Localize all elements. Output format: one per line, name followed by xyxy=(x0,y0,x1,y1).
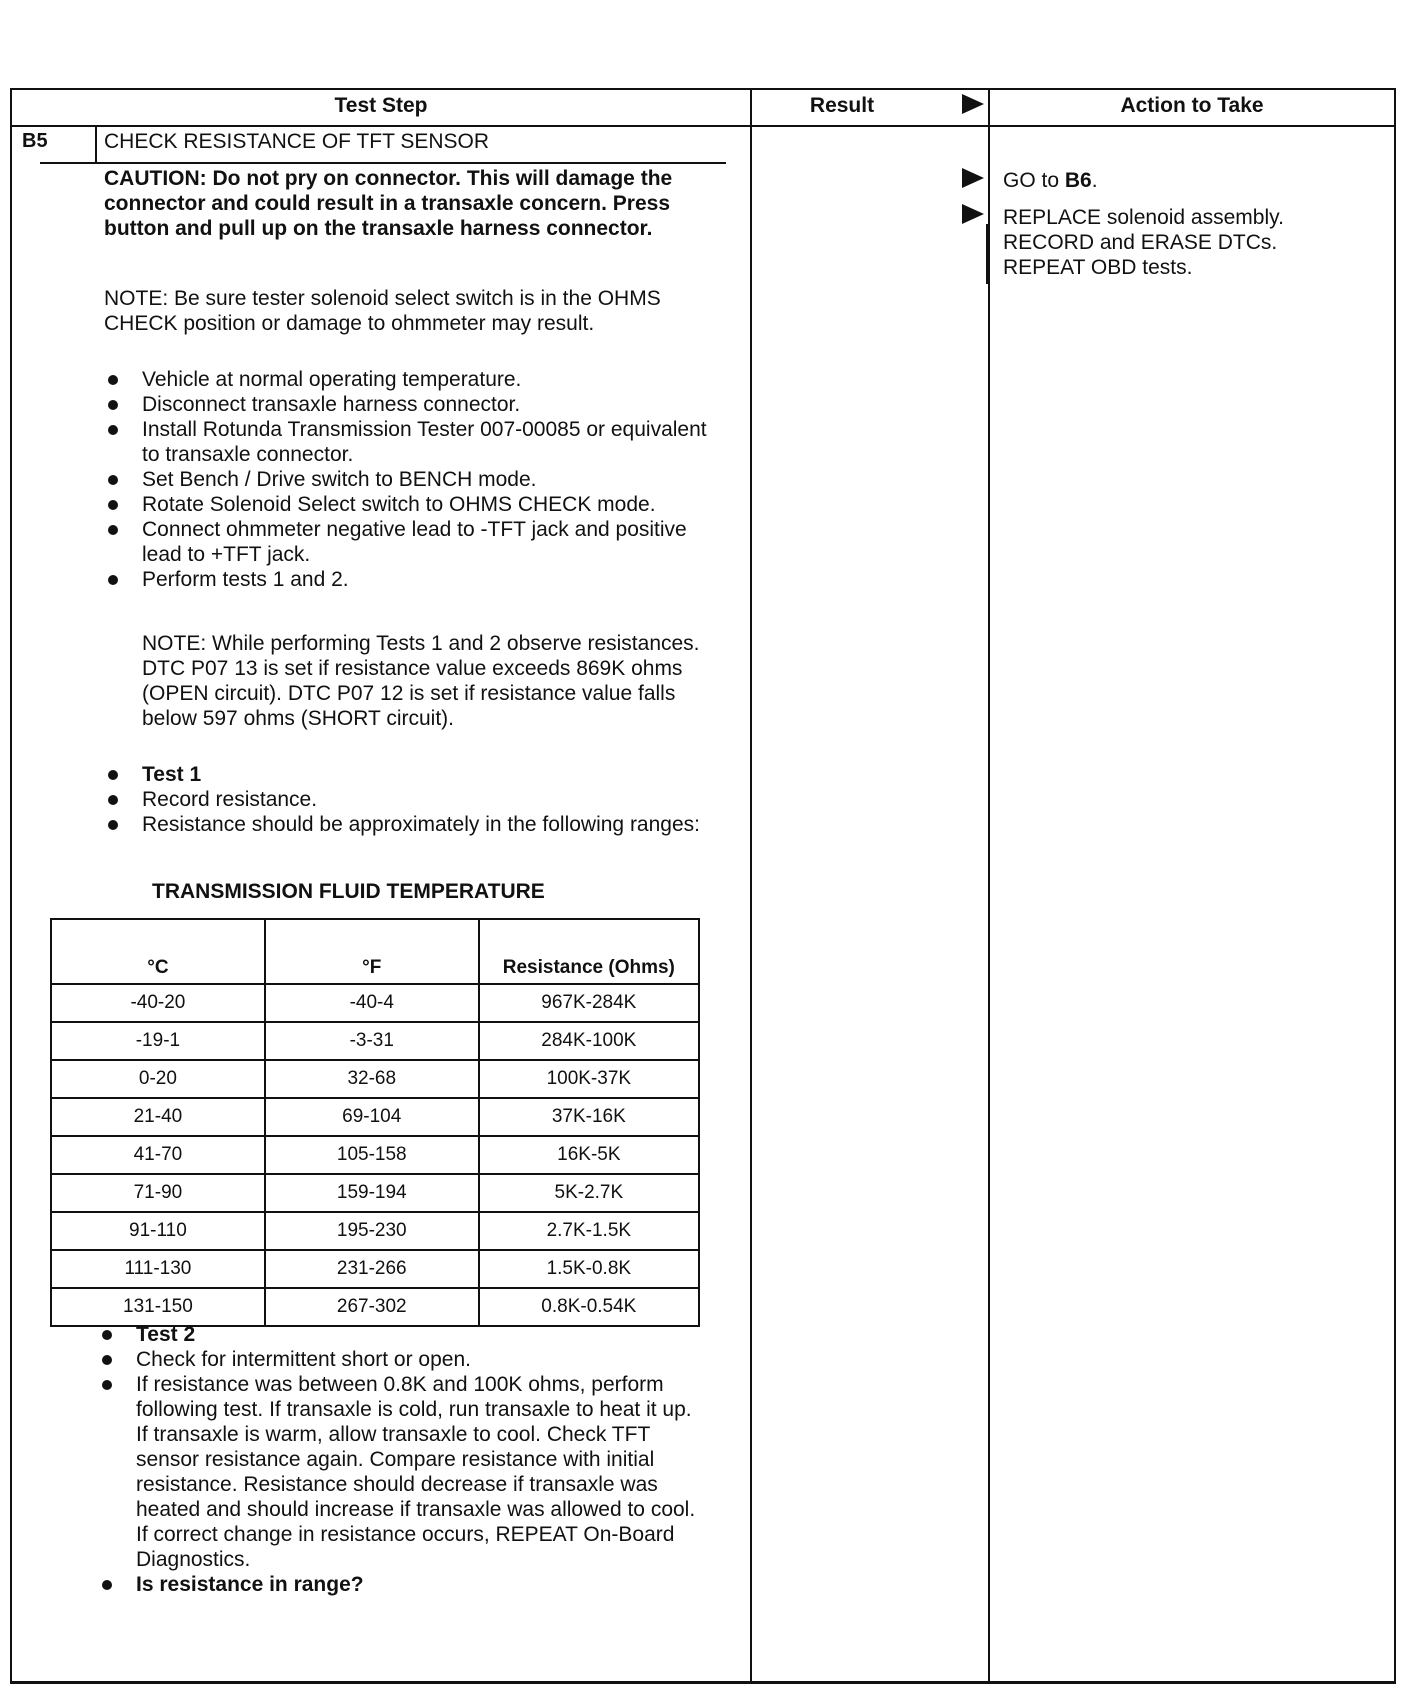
table-row xyxy=(51,1288,699,1326)
table-cell: 111-130 xyxy=(51,1250,265,1288)
top-rule xyxy=(10,88,1396,90)
col-resistance: Resistance (Ohms) xyxy=(479,919,699,984)
list-item: Check for intermittent short or open. xyxy=(98,1347,698,1372)
table-cell: 131-150 xyxy=(51,1288,265,1326)
list-item: Resistance should be approximately in the following ranges: xyxy=(104,812,724,837)
action-yes-suffix: . xyxy=(1091,169,1098,192)
no-arrow-icon xyxy=(962,204,984,224)
table-row xyxy=(51,1022,699,1060)
action-yes xyxy=(1003,168,1098,193)
table-cell: 195-230 xyxy=(265,1212,479,1250)
table-cell: 105-158 xyxy=(265,1136,479,1174)
table-cell: 32-68 xyxy=(265,1060,479,1098)
test2-list xyxy=(98,1322,698,1597)
note-tester-switch: NOTE: Be sure tester solenoid select switch is in the OHMS CHECK position or damage to ohmmeter may result. xyxy=(104,287,661,335)
list-item: If resistance was between 0.8K and 100K ohms, perform following test. If transaxle is cold, run transaxle to heat it up. If transaxle is warm, allow transaxle to cool. Check TFT sensor resistance again. Compare resistance with initial resistance. Resistance should decrease if transaxle was heated and should increase if transaxle was allowed to cool. If correct change in resistance occurs, REPEAT On-Board Diagnostics. xyxy=(98,1372,698,1572)
table-row xyxy=(51,1136,699,1174)
table-cell: 284K-100K xyxy=(479,1022,699,1060)
step-title: CHECK RESISTANCE OF TFT SENSOR xyxy=(104,130,490,153)
list-item: Set Bench / Drive switch to BENCH mode. xyxy=(104,467,724,492)
table-cell: 5K-2.7K xyxy=(479,1174,699,1212)
action-no xyxy=(1003,205,1284,280)
table-cell: -40-20 xyxy=(51,984,265,1022)
table-cell: 267-302 xyxy=(265,1288,479,1326)
table-cell: -40-4 xyxy=(265,984,479,1022)
list-item: Record resistance. xyxy=(104,787,724,812)
action-no-line: REPLACE solenoid assembly. xyxy=(1003,206,1284,229)
table-cell: 159-194 xyxy=(265,1174,479,1212)
list-item: Rotate Solenoid Select switch to OHMS CHECK mode. xyxy=(104,492,724,517)
yes-arrow-icon xyxy=(962,168,984,188)
table-row xyxy=(51,1174,699,1212)
result-arrow-icon xyxy=(962,94,984,114)
table-cell: -3-31 xyxy=(265,1022,479,1060)
column-divider-result xyxy=(750,88,752,1683)
list-item: Install Rotunda Transmission Tester 007-00085 or equivalent to transaxle connector. xyxy=(104,417,724,467)
table-cell: 69-104 xyxy=(265,1098,479,1136)
step-title-rule xyxy=(40,162,726,164)
no-action-divider xyxy=(986,224,988,284)
table-title: TRANSMISSION FLUID TEMPERATURE xyxy=(152,880,545,903)
step-id-divider xyxy=(95,127,97,163)
list-item: Connect ohmmeter negative lead to -TFT jack and positive lead to +TFT jack. xyxy=(104,517,724,567)
table-row xyxy=(51,1212,699,1250)
header-rule xyxy=(10,125,1396,127)
header-test-step: Test Step xyxy=(334,94,428,117)
header-action: Action to Take xyxy=(1120,94,1264,117)
table-cell: 0.8K-0.54K xyxy=(479,1288,699,1326)
list-item: Perform tests 1 and 2. xyxy=(104,567,724,592)
table-cell: 2.7K-1.5K xyxy=(479,1212,699,1250)
table-cell: 91-110 xyxy=(51,1212,265,1250)
table-cell: 21-40 xyxy=(51,1098,265,1136)
table-header-row xyxy=(51,919,699,984)
table-row xyxy=(51,1098,699,1136)
table-cell: 0-20 xyxy=(51,1060,265,1098)
question: Is resistance in range? xyxy=(98,1572,698,1597)
procedure-list xyxy=(104,367,724,592)
caution-text: CAUTION: Do not pry on connector. This will damage the connector and could result in a transaxle concern. Press button and pull up on the transaxle harness connector. xyxy=(104,167,673,240)
test1-label: Test 1 xyxy=(104,762,724,787)
table-cell: 967K-284K xyxy=(479,984,699,1022)
table-cell: 1.5K-0.8K xyxy=(479,1250,699,1288)
header-result: Result xyxy=(809,94,875,117)
test2-label: Test 2 xyxy=(98,1322,698,1347)
action-yes-target: B6 xyxy=(1064,169,1092,192)
action-no-line: RECORD and ERASE DTCs. xyxy=(1003,231,1278,254)
table-cell: 231-266 xyxy=(265,1250,479,1288)
col-celsius: °C xyxy=(51,919,265,984)
action-yes-prefix: GO to xyxy=(1003,169,1065,192)
temperature-resistance-table xyxy=(50,918,700,1327)
list-item: Disconnect transaxle harness connector. xyxy=(104,392,724,417)
step-id: B5 xyxy=(22,130,48,152)
table-cell: -19-1 xyxy=(51,1022,265,1060)
table-row xyxy=(51,1250,699,1288)
note-dtc: NOTE: While performing Tests 1 and 2 observe resistances. DTC P07 13 is set if resistance value exceeds 869K ohms (OPEN circuit). DTC P07 12 is set if resistance value falls below 597 ohms (SHORT circuit). xyxy=(142,632,700,730)
action-no-line: REPEAT OBD tests. xyxy=(1003,256,1193,279)
table-row xyxy=(51,984,699,1022)
list-item: Vehicle at normal operating temperature. xyxy=(104,367,724,392)
table-cell: 71-90 xyxy=(51,1174,265,1212)
col-fahrenheit: °F xyxy=(265,919,479,984)
table-cell: 41-70 xyxy=(51,1136,265,1174)
column-divider-action xyxy=(988,88,990,1683)
table-cell: 37K-16K xyxy=(479,1098,699,1136)
test1-list xyxy=(104,762,724,837)
table-row xyxy=(51,1060,699,1098)
table-cell: 100K-37K xyxy=(479,1060,699,1098)
table-cell: 16K-5K xyxy=(479,1136,699,1174)
